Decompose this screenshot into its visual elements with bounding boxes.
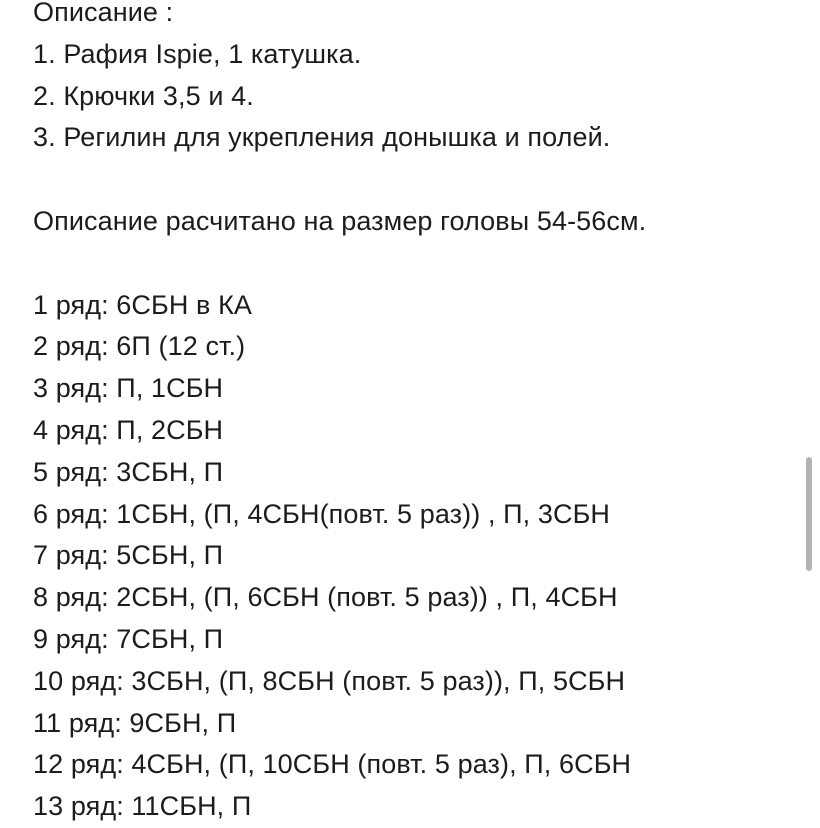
material-item: 3. Регилин для укрепления донышка и полей. <box>33 122 611 153</box>
paragraph-spacer <box>33 159 780 201</box>
vertical-scrollbar[interactable] <box>806 457 812 571</box>
pattern-row: 4 ряд: П, 2СБН <box>33 414 224 445</box>
pattern-row: 6 ряд: 1СБН, (П, 4СБН(повт. 5 раз)) , П, 3СБН <box>33 498 610 529</box>
pattern-row: 1 ряд: 6СБН в КА <box>33 289 253 320</box>
pattern-row: 2 ряд: 6П (12 ст.) <box>33 331 246 362</box>
material-item: 1. Рафия Ispie, 1 катушка. <box>33 38 362 69</box>
pattern-row: 11 ряд: 9СБН, П <box>33 707 237 738</box>
size-note: Описание расчитано на размер головы 54-56см. <box>33 205 647 236</box>
pattern-row: 5 ряд: 3СБН, П <box>33 456 224 487</box>
material-item: 2. Крючки 3,5 и 4. <box>33 80 254 111</box>
pattern-row: 13 ряд: 11СБН, П <box>33 791 252 822</box>
document-body <box>33 0 780 828</box>
paragraph-spacer <box>33 243 780 285</box>
pattern-row: 9 ряд: 7СБН, П <box>33 623 224 654</box>
pattern-row: 3 ряд: П, 1СБН <box>33 373 224 404</box>
pattern-row: 12 ряд: 4СБН, (П, 10СБН (повт. 5 раз), П, 6СБН <box>33 749 632 780</box>
pattern-row: 10 ряд: 3СБН, (П, 8СБН (повт. 5 раз)), П, 5СБН <box>33 665 626 696</box>
description-header: Описание : <box>33 0 174 27</box>
pattern-row: 7 ряд: 5СБН, П <box>33 540 224 571</box>
pattern-row: 8 ряд: 2СБН, (П, 6СБН (повт. 5 раз)) , П, 4СБН <box>33 582 618 613</box>
